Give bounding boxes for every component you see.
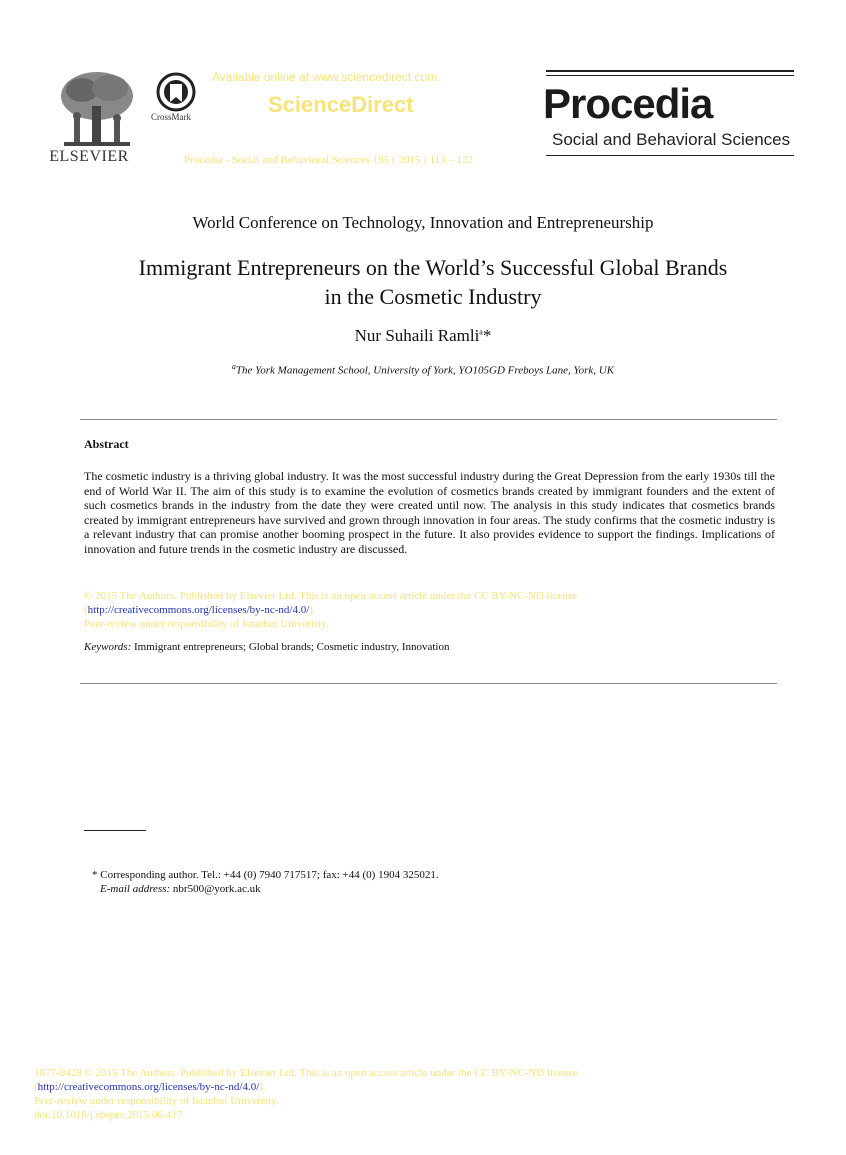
elsevier-tree-logo — [52, 68, 142, 160]
procedia-subtitle: Social and Behavioral Sciences — [552, 130, 791, 149]
corresponding-author: * Corresponding author. Tel.: +44 (0) 7940 717517; fax: +44 (0) 1904 325021. — [92, 869, 439, 881]
keywords-label: Keywords: — [84, 641, 132, 653]
sciencedirect-logo: ScienceDirect — [268, 92, 414, 117]
bottom-url-link[interactable]: http://creativecommons.org/licenses/by-nc-nd/4.0/ — [37, 1081, 260, 1093]
crossmark-icon[interactable] — [156, 72, 196, 112]
license-open-paren: ( — [84, 604, 88, 616]
affiliation — [0, 362, 846, 377]
title-line-1: Immigrant Entrepreneurs on the World’s Successful Global Brands — [138, 255, 728, 280]
article-title — [60, 253, 806, 311]
procedia-logo: Procedia — [543, 80, 713, 127]
bottom-close-paren: ). — [259, 1081, 266, 1093]
license-url-link[interactable]: http://creativecommons.org/licenses/by-nc-nd/4.0/ — [87, 604, 310, 616]
bottom-peer-review: Peer-review under responsibility of Istanbul Univeristy. — [34, 1095, 279, 1107]
title-line-2: in the Cosmetic Industry — [324, 284, 542, 309]
available-online-link[interactable]: Available online at www.sciencedirect.com — [212, 70, 438, 84]
bottom-license — [34, 1066, 578, 1122]
author-affiliation-mark: a — [479, 327, 483, 337]
license-notice — [84, 589, 577, 631]
conference-name: World Conference on Technology, Innovation and Entrepreneurship — [192, 213, 654, 232]
bottom-open-paren: ( — [34, 1081, 38, 1093]
email-label: E-mail address: — [100, 883, 171, 895]
doi[interactable]: doi:10.1016/j.sbspro.2015.06.417 — [34, 1109, 183, 1121]
procedia-rule-top-thin — [546, 75, 794, 76]
bottom-url-line — [34, 1080, 578, 1094]
journal-citation: Procedia - Social and Behavioral Sciences 195 ( 2015 ) 113 – 122 — [184, 154, 474, 166]
abstract-body: The cosmetic industry is a thriving global industry. It was the most successful industry during the Great Depression from the early 1930s till the end of World War II. The aim of this study is to examine the evolution of cosmetics brands created by immigrant founders and the extent of such cosmetics brands in the industry from the date they were created until now. The analysis in this study indicates that cosmetics brands created by immigrant entrepreneurs have survived and grown through innovation in four areas. The study confirms that the cosmetic industry is a relevant industry that can promise another booming prospect in the future. It also provides evidence to support the findings. Implications of innovation and future trends in the cosmetic industry are discussed. — [84, 469, 775, 556]
peer-review-line: Peer-review under responsibility of Istanbul Univeristy. — [84, 618, 329, 630]
author-corresponding-mark: * — [482, 326, 492, 345]
procedia-rule-top — [546, 70, 794, 72]
rule-above-abstract — [80, 419, 777, 420]
procedia-rule-bottom — [546, 155, 794, 156]
author — [0, 326, 846, 346]
abstract-heading: Abstract — [84, 437, 129, 451]
license-line: © 2015 The Authors. Published by Elsevier Ltd. This is an open access article under the CC BY-NC-ND license — [84, 590, 578, 602]
email-line — [92, 882, 439, 896]
footnote-rule — [84, 830, 146, 831]
rule-below-abstract — [80, 683, 777, 684]
keywords — [84, 641, 449, 653]
affiliation-text: The York Management School, University of York, YO105GD Freboys Lane, York, UK — [235, 364, 615, 377]
license-url-line — [84, 603, 577, 617]
affiliation-mark: a — [231, 362, 236, 371]
crossmark-label: CrossMark — [151, 112, 191, 122]
license-close-paren: ). — [309, 604, 316, 616]
footnote — [92, 868, 439, 896]
author-name: Nur Suhaili Ramli — [354, 326, 480, 345]
publisher-name: ELSEVIER — [49, 148, 129, 165]
bottom-license-line: 1877-0428 © 2015 The Authors. Published by Elsevier Ltd. This is an open access article under the CC BY-NC-ND license — [34, 1067, 578, 1079]
email-address[interactable]: nbr500@york.ac.uk — [172, 883, 261, 895]
keywords-text: Immigrant entrepreneurs; Global brands; Cosmetic industry, Innovation — [134, 641, 450, 653]
